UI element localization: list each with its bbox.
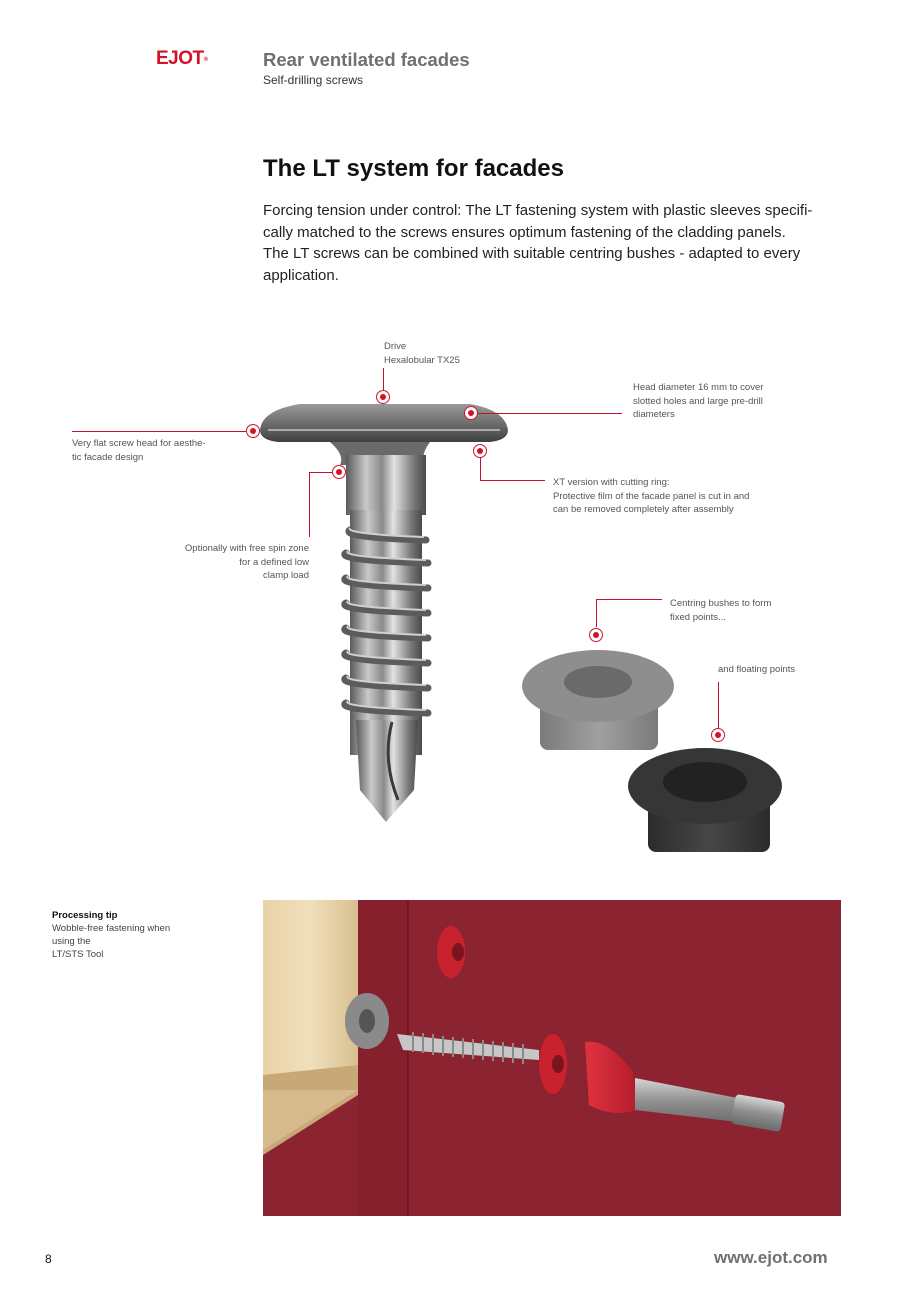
callout-line: XT version with cutting ring:	[553, 477, 670, 488]
marker-dot-head	[464, 406, 478, 420]
logo-text: EJOT	[156, 48, 204, 69]
leader-line-fixed-v	[596, 599, 597, 627]
callout-head-diameter	[633, 381, 763, 422]
callout-xt-version	[553, 476, 749, 517]
lt-sts-tool-illustration	[263, 900, 841, 1216]
marker-dot-spin	[332, 465, 346, 479]
centring-bush-fixed	[522, 650, 674, 750]
callout-line: tic facade design	[72, 451, 144, 463]
callout-line: and floating points	[718, 664, 796, 675]
section-title: Rear ventilated facades	[263, 49, 470, 70]
tool-photo	[263, 900, 841, 1216]
lead-line: The LT screws can be combined with suitable centring bushes - adapted to every	[263, 245, 801, 262]
callout-line: Hexalobular TX25	[384, 354, 460, 366]
tip-line: using the	[52, 936, 91, 947]
callout-drive	[384, 340, 460, 367]
leader-line-fixed-h	[596, 599, 662, 600]
callout-line: Protective film of the facade panel is cut in and	[553, 490, 750, 502]
marker-dot-flat	[246, 424, 260, 438]
leader-line-flat	[72, 431, 246, 432]
callout-fixed-points	[670, 597, 771, 624]
leader-line-xt-h	[480, 480, 545, 481]
callout-line: for a defined low	[239, 556, 309, 568]
callout-line: Centring bushes to form	[670, 598, 772, 609]
callout-flat-head	[72, 437, 206, 464]
processing-tip	[52, 909, 170, 961]
centring-bush-floating	[628, 748, 782, 852]
page-number: 8	[45, 1252, 52, 1266]
marker-dot-fixed	[589, 628, 603, 642]
lead-line: cally matched to the screws ensures optimum fastening of the cladding panels.	[263, 223, 786, 241]
callout-line: Very flat screw head for aesthe-	[72, 438, 206, 449]
lead-line: Forcing tension under control: The LT fastening system with plastic sleeves specifi-	[263, 202, 813, 219]
leader-line-spin-v	[309, 472, 310, 537]
website-link[interactable]: www.ejot.com	[714, 1248, 828, 1267]
marker-dot-floating	[711, 728, 725, 742]
tip-title: Processing tip	[52, 910, 118, 921]
callout-line: Head diameter 16 mm to cover	[633, 382, 764, 393]
screw-illustration	[260, 404, 508, 822]
leader-line-floating	[718, 682, 719, 728]
tip-line: Wobble-free fastening when	[52, 923, 171, 934]
section-subtitle: Self-drilling screws	[263, 73, 364, 87]
tip-line: LT/STS Tool	[52, 949, 104, 960]
marker-dot-drive	[376, 390, 390, 404]
registered-mark: ®	[203, 57, 208, 63]
lead-line: application.	[263, 266, 339, 284]
callout-free-spin	[150, 542, 309, 583]
callout-line: diameters	[633, 409, 675, 420]
leader-line-xt-v	[480, 457, 481, 480]
callout-line: clamp load	[263, 570, 309, 581]
callout-line: Optionally with free spin zone	[184, 543, 309, 554]
callout-floating-points	[718, 663, 795, 677]
marker-dot-xt	[473, 444, 487, 458]
leader-line-spin-h	[309, 472, 334, 473]
callout-line: fixed points...	[670, 611, 726, 623]
callout-line: slotted holes and large pre-drill	[633, 395, 763, 407]
page-title: The LT system for facades	[263, 155, 564, 182]
callout-line: can be removed completely after assembly	[553, 504, 734, 515]
leader-line-drive	[383, 368, 384, 390]
leader-line-head	[477, 413, 622, 414]
callout-line: Drive	[384, 341, 407, 352]
